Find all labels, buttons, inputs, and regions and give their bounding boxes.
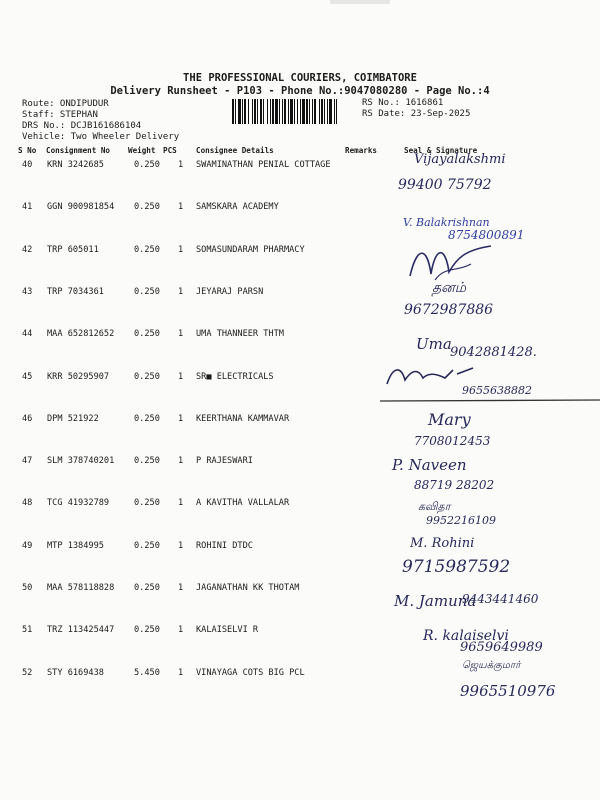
row-sno: 52 — [22, 667, 33, 678]
row-weight: 0.250 — [134, 583, 160, 593]
signature-name: ஜெயக்குமார் — [462, 660, 521, 671]
signature-scribble-45 — [383, 362, 483, 390]
row-sno: 46 — [22, 413, 33, 424]
row-consignee: UMA THANNEER THTM — [196, 329, 284, 340]
signature-name: M. Rohini — [410, 536, 475, 551]
row-consignee: SOMASUNDARAM PHARMACY — [196, 244, 305, 255]
row-pcs: 1 — [178, 456, 184, 467]
row-consignment: MTP 1384995 — [47, 540, 104, 551]
row-pcs: 1 — [178, 202, 184, 213]
rs-no-text: RS No.: 1616861 — [362, 98, 444, 108]
row-weight: 0.250 — [134, 625, 160, 636]
row-consignment: MAA 652812652 — [47, 329, 115, 340]
row-weight: 0.250 — [134, 286, 160, 297]
signature-phone: 9715987592 — [402, 557, 511, 577]
row-sno: 41 — [22, 202, 33, 213]
row-pcs: 1 — [178, 371, 184, 382]
row-pcs: 1 — [178, 540, 184, 551]
row-sno: 45 — [22, 371, 33, 382]
signature-phone: 9952216109 — [426, 514, 496, 527]
row-consignment: TRP 7034361 — [47, 286, 104, 297]
row-consignee: VINAYAGA COTS BIG PCL — [196, 667, 305, 678]
row-consignee: JEYARAJ PARSN — [196, 286, 264, 297]
row-weight: 0.250 — [134, 329, 160, 340]
col-weight-header: Weight — [128, 146, 156, 155]
signature-name: P. Naveen — [392, 456, 467, 474]
row-sno: 51 — [22, 625, 33, 636]
row-pcs: 1 — [178, 583, 184, 593]
row-sno: 42 — [22, 244, 33, 255]
vehicle-text: Vehicle: Two Wheeler Delivery — [22, 132, 180, 142]
signature-phone: 88719 28202 — [414, 478, 495, 492]
row-consignment: MAA 578118828 — [47, 583, 115, 593]
signature-phone: 8754800891 — [448, 228, 525, 242]
row-consignee: KALAISELVI R — [196, 625, 259, 636]
signature-phone: 9443441460 — [462, 592, 539, 606]
col-remarks-header: Remarks — [345, 146, 378, 155]
row-weight: 0.250 — [134, 160, 160, 170]
signature-name: M. Jamuna — [394, 592, 477, 610]
row-sno: 47 — [22, 456, 33, 467]
row-consignment: SLM 378740201 — [47, 456, 115, 467]
row-consignment: TRP 605011 — [47, 244, 99, 255]
row-weight: 0.250 — [134, 244, 160, 255]
row-sno: 40 — [22, 160, 33, 170]
row-sno: 50 — [22, 583, 33, 593]
signature-name: Uma — [416, 335, 452, 353]
row-weight: 0.250 — [134, 202, 160, 213]
row-consignment: GGN 900981854 — [47, 202, 115, 213]
row-consignment: KRR 50295907 — [47, 371, 110, 382]
signature-name: V. Balakrishnan — [403, 216, 490, 229]
row-weight: 0.250 — [134, 371, 160, 382]
row-pcs: 1 — [178, 286, 184, 297]
row-consignee: KEERTHANA KAMMAVAR — [196, 413, 290, 424]
row-pcs: 1 — [178, 625, 184, 636]
signature-phone: 9655638882 — [462, 384, 532, 397]
row-pcs: 1 — [178, 160, 184, 170]
signature-name: கவிதா — [418, 500, 451, 513]
signature-name: Vijayalakshmi — [414, 152, 506, 167]
runsheet-title: Delivery Runsheet - P103 - Phone No.:9047080280 - Page No.:4 — [110, 85, 490, 97]
signature-name: R. kalaiselvi — [423, 628, 509, 644]
row-weight: 0.250 — [134, 498, 160, 509]
row-pcs: 1 — [178, 329, 184, 340]
row-sno: 48 — [22, 498, 33, 509]
row-consignee: ROHINI DTDC — [196, 540, 253, 551]
col-pcs-header: PCS — [163, 146, 177, 155]
col-sno-header: S No — [18, 146, 37, 155]
row-sno: 43 — [22, 286, 33, 297]
row-sno: 44 — [22, 329, 33, 340]
row-pcs: 1 — [178, 498, 184, 509]
drs-text: DRS No.: DCJB161686104 — [22, 121, 142, 131]
row-consignee: SR■ ELECTRICALS — [196, 371, 274, 382]
signature-phone: 9965510976 — [460, 682, 556, 700]
row-consignment: DPM 521922 — [47, 413, 99, 424]
signature-phone: 9672987886 — [404, 302, 494, 318]
row-consignment: KRN 3242685 — [47, 160, 104, 170]
col-consignee-header: Consignee Details — [196, 146, 274, 155]
signature-name: Mary — [428, 410, 471, 429]
signature-scribble-42 — [405, 236, 495, 286]
row-pcs: 1 — [178, 244, 184, 255]
signature-phone: 9659649989 — [460, 640, 543, 655]
row-consignee: P RAJESWARI — [196, 456, 253, 467]
row-weight: 0.250 — [134, 456, 160, 467]
row-consignment: TRZ 113425447 — [47, 625, 115, 636]
signature-phone: 7708012453 — [414, 434, 491, 448]
rs-date-text: RS Date: 23-Sep-2025 — [362, 109, 471, 119]
row-pcs: 1 — [178, 667, 184, 678]
col-seal-header: Seal & Signature — [404, 146, 478, 155]
row-consignment: STY 6169438 — [47, 667, 104, 678]
signature-name: தனம் — [432, 280, 466, 296]
row-consignee: A KAVITHA VALLALAR — [196, 498, 290, 509]
signature-phone: 99400 75792 — [398, 177, 492, 193]
row-consignee: JAGANATHAN KK THOTAM — [196, 583, 300, 593]
route-text: Route: ONDIPUDUR — [22, 99, 109, 109]
row-weight: 0.250 — [134, 540, 160, 551]
row-sno: 49 — [22, 540, 33, 551]
row-consignee: SAMSKARA ACADEMY — [196, 202, 279, 213]
signature-phone: 9042881428. — [450, 345, 537, 360]
staff-text: Staff: STEPHAN — [22, 110, 98, 120]
row-weight: 0.250 — [134, 413, 160, 424]
row-weight: 5.450 — [134, 667, 160, 678]
col-consignment-header: Consignment No — [46, 146, 111, 155]
row-pcs: 1 — [178, 413, 184, 424]
row-consignee: SWAMINATHAN PENIAL COTTAGE — [196, 160, 331, 170]
company-title: THE PROFESSIONAL COURIERS, COIMBATORE — [183, 72, 417, 84]
strike-line — [380, 398, 600, 404]
row-consignment: TCG 41932789 — [47, 498, 110, 509]
